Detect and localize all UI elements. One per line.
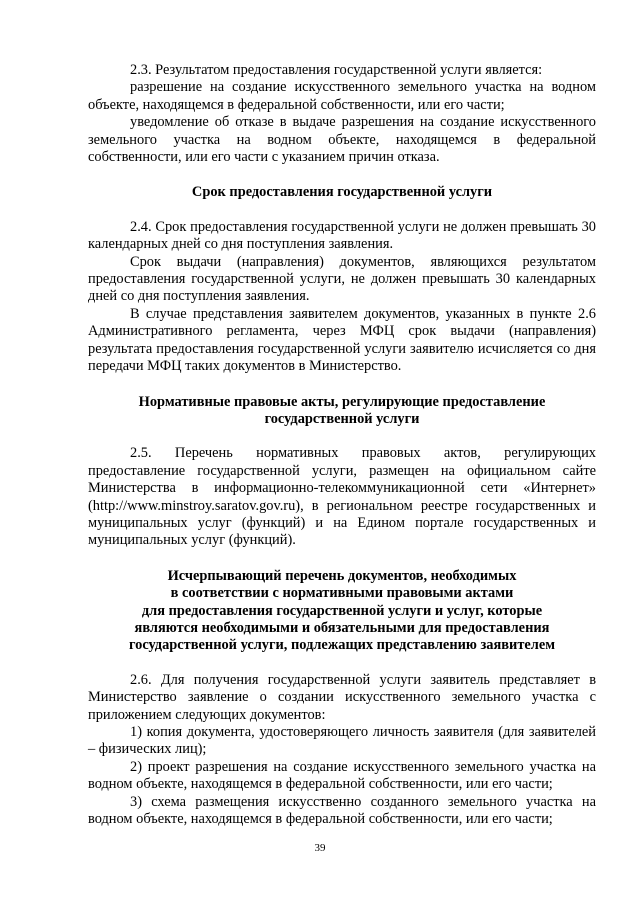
paragraph-2-3-intro: 2.3. Результатом предоставления государственной услуги является: bbox=[130, 62, 543, 78]
heading-documents-line-1: Исчерпывающий перечень документов, необходимых bbox=[167, 567, 517, 584]
paragraph-2-6-intro: 2.6. Для получения государственной услуги заявитель представляет в Министерство заявление о создании искусственного земельного участка с приложением следующих документов: bbox=[88, 671, 596, 723]
heading-documents-line-2: в соответствии с нормативными правовыми актами bbox=[170, 585, 514, 602]
paragraph-2-4-mfc: В случае представления заявителем документов, указанных в пункте 2.6 Административного регламента, через МФЦ срок выдачи (направления) результата предоставления государственной услуги заявителю исчисляется со дня передачи МФЦ таких документов в Министерство. bbox=[88, 305, 596, 375]
list-item-identity-copy: 1) копия документа, удостоверяющего личность заявителя (для заявителей – физических лиц); bbox=[88, 724, 596, 758]
heading-legal-acts-line-2: государственной услуги bbox=[264, 410, 420, 427]
heading-documents-line-4: являются необходимыми и обязательными для предоставления bbox=[134, 619, 550, 636]
paragraph-2-4-issue: Срок выдачи (направления) документов, являющихся результатом предоставления государственной услуги, не должен превышать 30 календарных дней со дня поступления заявления. bbox=[88, 253, 596, 305]
page-number: 39 bbox=[314, 842, 326, 854]
paragraph-2-5-list: 2.5. Перечень нормативных правовых актов, регулирующих предоставление государственной услуги, размещен на официальном сайте Министерства в информационно-телекоммуникационной сети «Интернет» (http://www.minstroy.saratov.gov.ru), в региональном реестре государственных и муниципальных услуг (функций) и на Едином портале государственных и муниципальных услуг (функций). bbox=[88, 445, 596, 549]
list-item-permit-draft: 2) проект разрешения на создание искусственного земельного участка на водном объекте, находящемся в федеральной собственности, или его части; bbox=[88, 758, 596, 793]
heading-documents bbox=[88, 568, 596, 655]
heading-legal-acts-line-1: Нормативные правовые акты, регулирующие предоставление bbox=[138, 393, 546, 410]
heading-documents-line-3: для предоставления государственной услуги и услуг, которые bbox=[141, 602, 543, 619]
heading-term bbox=[88, 184, 596, 201]
list-item-placement-scheme: 3) схема размещения искусственно созданного земельного участка на водном объекте, находящемся в федеральной собственности, или его части; bbox=[88, 793, 596, 828]
paragraph-2-3-permit: разрешение на создание искусственного земельного участка на водном объекте, находящемся в федеральной собственности, или его части; bbox=[88, 79, 596, 113]
document-page bbox=[88, 62, 596, 828]
heading-term-line: Срок предоставления государственной услуги bbox=[191, 184, 493, 201]
paragraph-2-3-refusal: уведомление об отказе в выдаче разрешения на создание искусственного земельного участка на водном объекте, находящемся в федеральной собственности, или его части с указанием причин отказа. bbox=[88, 114, 596, 166]
heading-documents-line-5: государственной услуги, подлежащих представлению заявителем bbox=[128, 637, 556, 654]
heading-legal-acts bbox=[88, 394, 596, 429]
paragraph-2-4-term: 2.4. Срок предоставления государственной услуги не должен превышать 30 календарных дней со дня поступления заявления. bbox=[88, 218, 596, 253]
